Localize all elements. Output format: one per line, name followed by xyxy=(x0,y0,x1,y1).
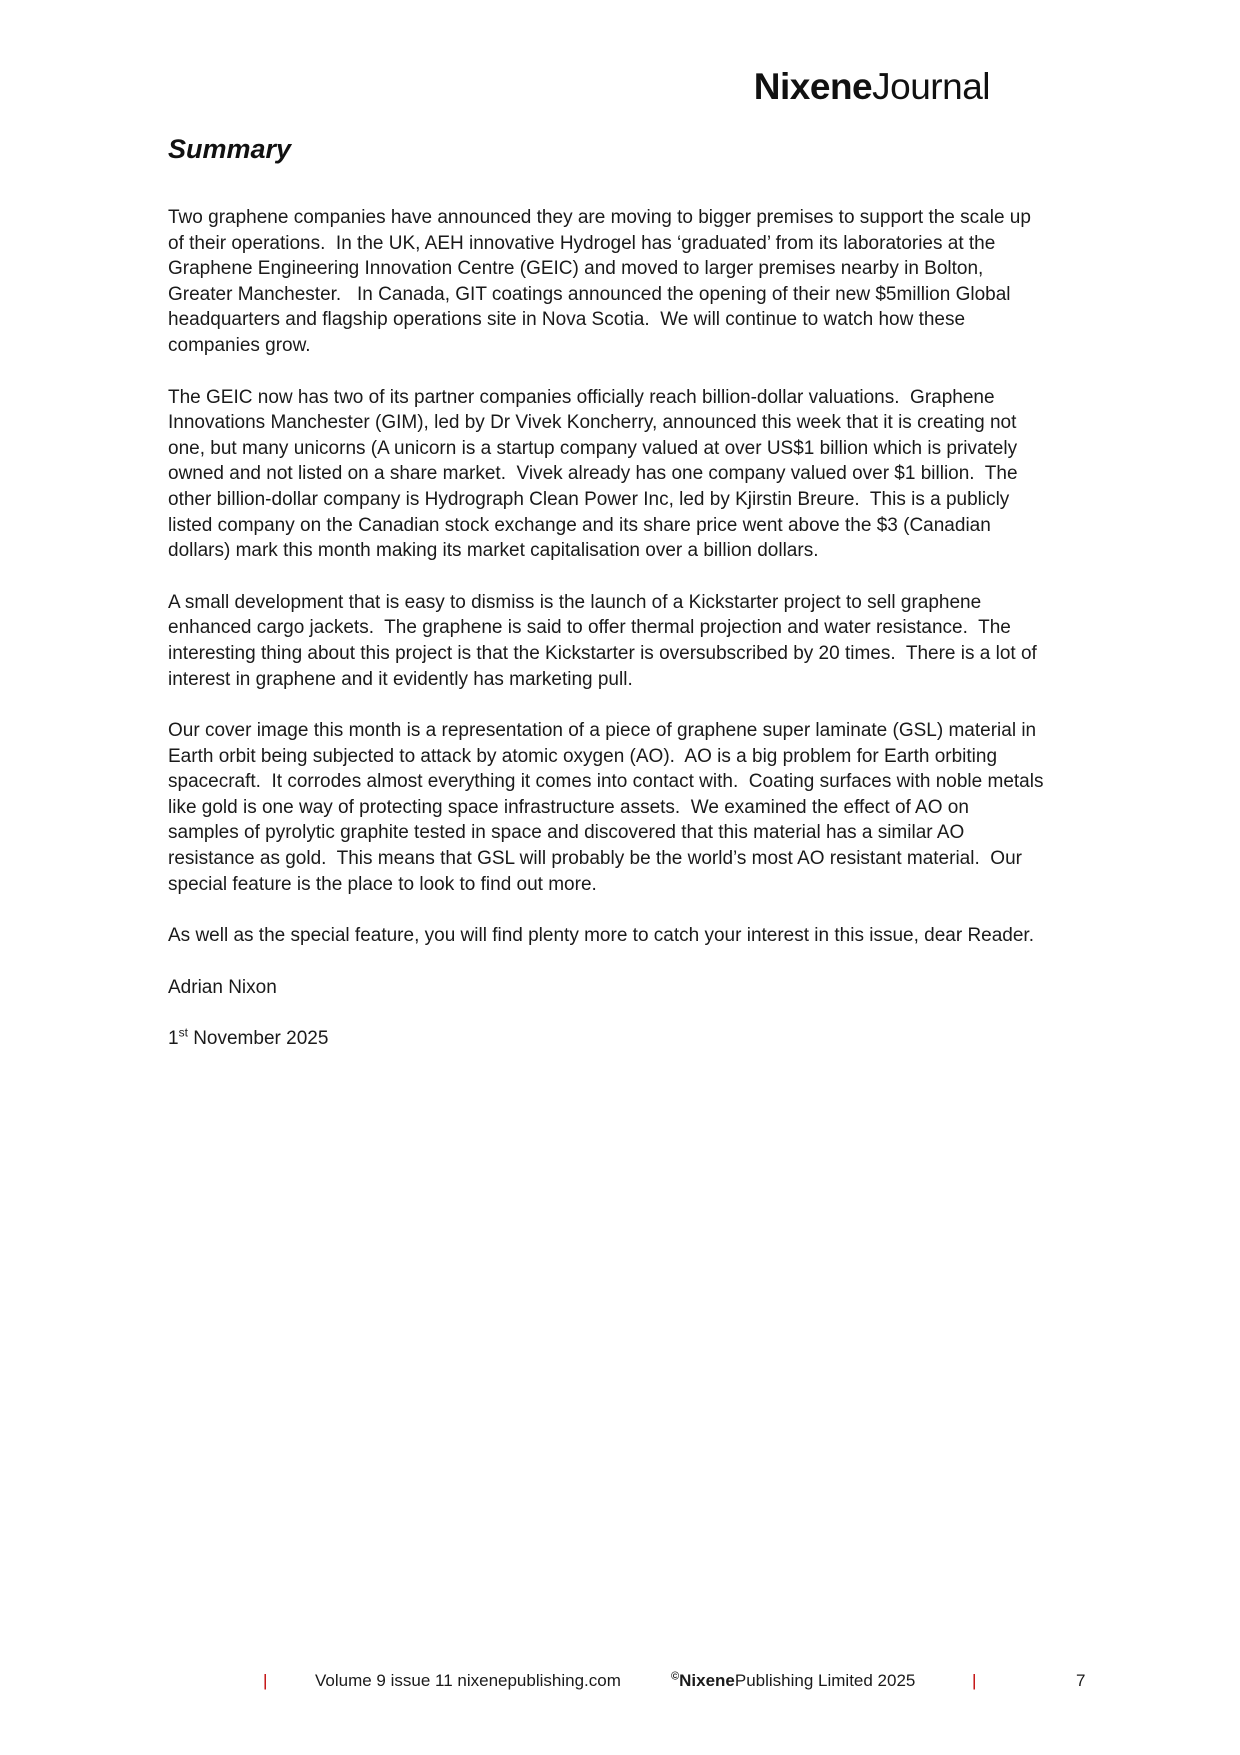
journal-logo xyxy=(168,66,990,108)
paragraph-geic-unicorns: The GEIC now has two of its partner companies officially reach billion-dollar valuations. Graphene Innovations Manchester (GIM), led by Dr Vivek Koncherry, announced this week that it is creating not one, but many unicorns (A unicorn is a startup company valued at over US$1 billion which is privately owned and not listed on a share market. Vivek already has one company valued over $1 billion. The other billion-dollar company is Hydrograph Clean Power Inc, led by Kjirstin Breure. This is a publicly listed company on the Canadian stock exchange and its share price went above the $3 (Canadian dollars) mark this month making its market capitalisation over a billion dollars. xyxy=(168,386,1023,562)
document-body xyxy=(168,134,1049,1052)
date-ordinal: st xyxy=(178,1026,188,1041)
date-rest: November 2025 xyxy=(187,1028,329,1050)
page-number: 7 xyxy=(1076,1671,1086,1690)
publication-date xyxy=(168,1026,1044,1052)
date-day: 1 xyxy=(168,1028,179,1050)
copyright-symbol: © xyxy=(671,1670,680,1683)
page-title: Summary xyxy=(168,134,292,164)
footer-separator-right: | xyxy=(972,1671,977,1690)
footer-separator-left: | xyxy=(263,1671,268,1690)
copyright-rest: Publishing Limited 2025 xyxy=(734,1671,916,1690)
copyright-brand: Nixene xyxy=(679,1671,735,1690)
footer-volume-text: Volume 9 issue 11 nixenepublishing.com xyxy=(315,1671,621,1690)
paragraph-closing: As well as the special feature, you will find plenty more to catch your interest in this issue, dear Reader. xyxy=(168,925,1034,947)
logo-text-light: Journal xyxy=(872,66,990,107)
author-signature: Adrian Nixon xyxy=(168,976,277,998)
logo-text-bold: Nixene xyxy=(753,66,873,107)
paragraph-kickstarter: A small development that is easy to dismiss is the launch of a Kickstarter project to sell graphene enhanced cargo jackets. The graphene is said to offer thermal projection and water resistance. The interesting thing about this project is that the Kickstarter is oversubscribed by 20 times. There is a lot of interest in graphene and it evidently has marketing pull. xyxy=(168,591,1043,690)
page-footer xyxy=(0,1671,1240,1701)
paragraph-companies-moving: Two graphene companies have announced they are moving to bigger premises to support the scale up of their operations. In the UK, AEH innovative Hydrogel has ‘graduated’ from its laboratories at the Graphene Engineering Innovation Centre (GEIC) and moved to larger premises nearby in Bolton, Greater Manchester. In Canada, GIT coatings announced the opening of their new $5million Global headquarters and flagship operations site in Nova Scotia. We will continue to watch how these companies grow. xyxy=(168,207,1037,356)
paragraph-cover-image: Our cover image this month is a representation of a piece of graphene super laminate (GSL) material in Earth orbit being subjected to attack by atomic oxygen (AO). AO is a big problem for Earth orbiting spacecraft. It corrodes almost everything it comes into contact with. Coating surfaces with noble metals like gold is one way of protecting space infrastructure assets. We examined the effect of AO on samples of pyrolytic graphite tested in space and discovered that this material has a similar AO resistance as gold. This means that GSL will probably be the world’s most AO resistant material. Our special feature is the place to look to find out more. xyxy=(168,720,1049,895)
footer-copyright xyxy=(671,1671,915,1691)
